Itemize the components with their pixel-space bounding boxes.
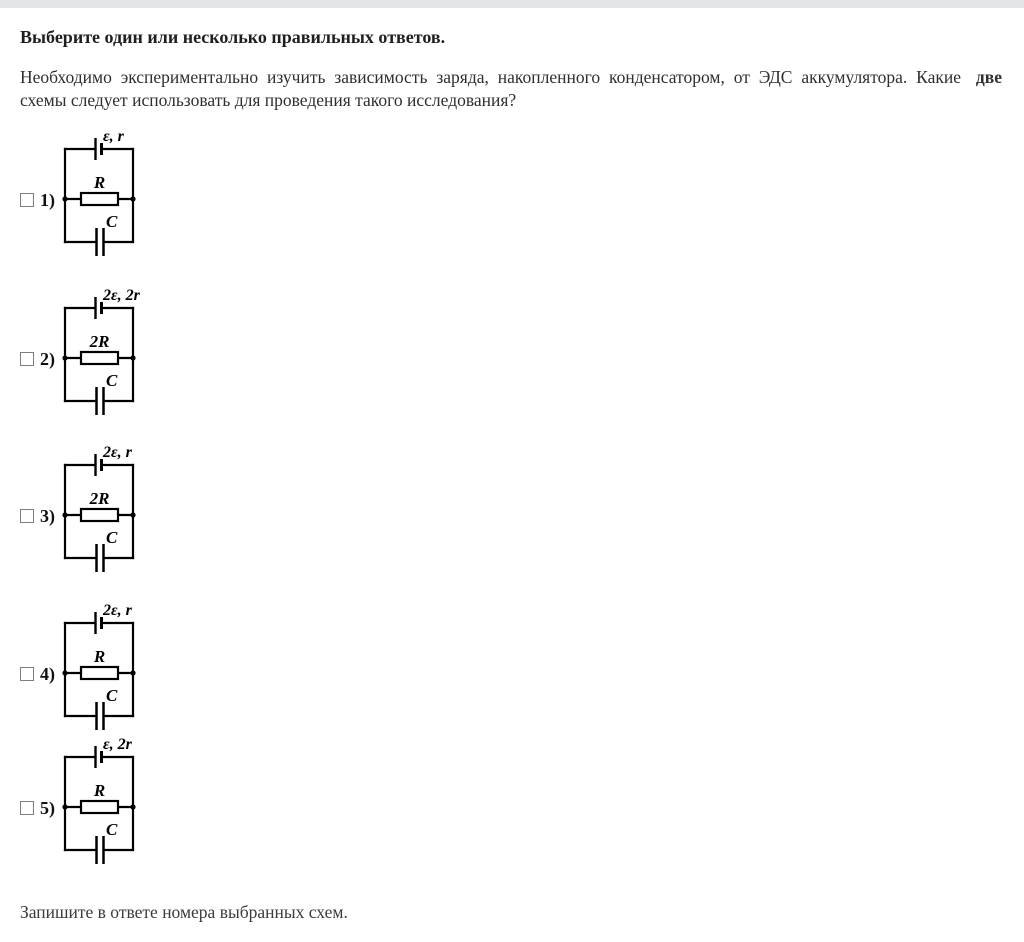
- emf-label: 2ε, r: [103, 602, 132, 619]
- junction-node: [62, 196, 67, 201]
- option-checkbox[interactable]: [20, 667, 34, 681]
- battery-icon: [96, 612, 102, 634]
- answer-option-1: [0, 125, 280, 265]
- option-number-label: 3): [40, 506, 55, 526]
- answer-option-2: [0, 284, 280, 424]
- battery-icon: [96, 297, 102, 319]
- capacitor-label: C: [106, 212, 118, 231]
- junction-node: [62, 670, 67, 675]
- answer-option-3: [0, 441, 280, 581]
- capacitor-label: C: [106, 528, 118, 547]
- circuit-diagram: [53, 733, 203, 869]
- option-checkbox[interactable]: [20, 509, 34, 523]
- junction-node: [130, 196, 135, 201]
- emf-label: ε, r: [103, 128, 124, 145]
- option-checkbox[interactable]: [20, 193, 34, 207]
- resistor-label: R: [93, 173, 106, 192]
- capacitor-icon: [97, 836, 104, 864]
- junction-node: [130, 355, 135, 360]
- resistor-label: R: [93, 647, 106, 666]
- question-bold-word: две: [975, 67, 1002, 87]
- answer-option-5: [0, 733, 280, 873]
- capacitor-icon: [97, 544, 104, 572]
- circuit-diagram: [53, 599, 203, 735]
- resistor-icon: [81, 801, 118, 813]
- capacitor-icon: [97, 702, 104, 730]
- resistor-icon: [81, 193, 118, 205]
- option-number-label: 2): [40, 349, 55, 369]
- capacitor-icon: [97, 228, 104, 256]
- question-line-2: схемы следует использовать для проведения такого исследования?: [20, 90, 517, 110]
- junction-node: [62, 804, 67, 809]
- resistor-icon: [81, 667, 118, 679]
- emf-label: 2ε, 2r: [103, 287, 140, 304]
- answer-option-4: [0, 599, 280, 739]
- option-checkbox[interactable]: [20, 352, 34, 366]
- junction-node: [62, 512, 67, 517]
- circuit-diagram: [53, 284, 203, 420]
- question-line-1: [20, 66, 1002, 89]
- option-number-label: 1): [40, 190, 55, 210]
- resistor-label: 2R: [89, 332, 110, 351]
- capacitor-label: C: [106, 820, 118, 839]
- capacitor-icon: [97, 387, 104, 415]
- battery-icon: [96, 746, 102, 768]
- resistor-label: R: [93, 781, 106, 800]
- option-checkbox[interactable]: [20, 801, 34, 815]
- resistor-icon: [81, 352, 118, 364]
- battery-icon: [96, 454, 102, 476]
- emf-label: ε, 2r: [103, 736, 132, 753]
- footer-instruction: Запишите в ответе номера выбранных схем.: [20, 902, 348, 922]
- option-number-label: 4): [40, 664, 55, 684]
- page-title: Выберите один или несколько правильных ответов.: [20, 27, 446, 47]
- resistor-label: 2R: [89, 489, 110, 508]
- capacitor-label: C: [106, 686, 118, 705]
- resistor-icon: [81, 509, 118, 521]
- capacitor-label: C: [106, 371, 118, 390]
- junction-node: [62, 355, 67, 360]
- option-number-label: 5): [40, 798, 55, 818]
- question-line-1-text: Необходимо экспериментально изучить зависимость заряда, накопленного конденсатором, от ЭДС аккумулятора. Какие: [20, 67, 962, 87]
- battery-icon: [96, 138, 102, 160]
- junction-node: [130, 804, 135, 809]
- question-text: [20, 66, 1002, 112]
- junction-node: [130, 512, 135, 517]
- circuit-diagram: [53, 125, 203, 261]
- junction-node: [130, 670, 135, 675]
- circuit-diagram: [53, 441, 203, 577]
- top-bar: [0, 0, 1024, 8]
- emf-label: 2ε, r: [103, 444, 132, 461]
